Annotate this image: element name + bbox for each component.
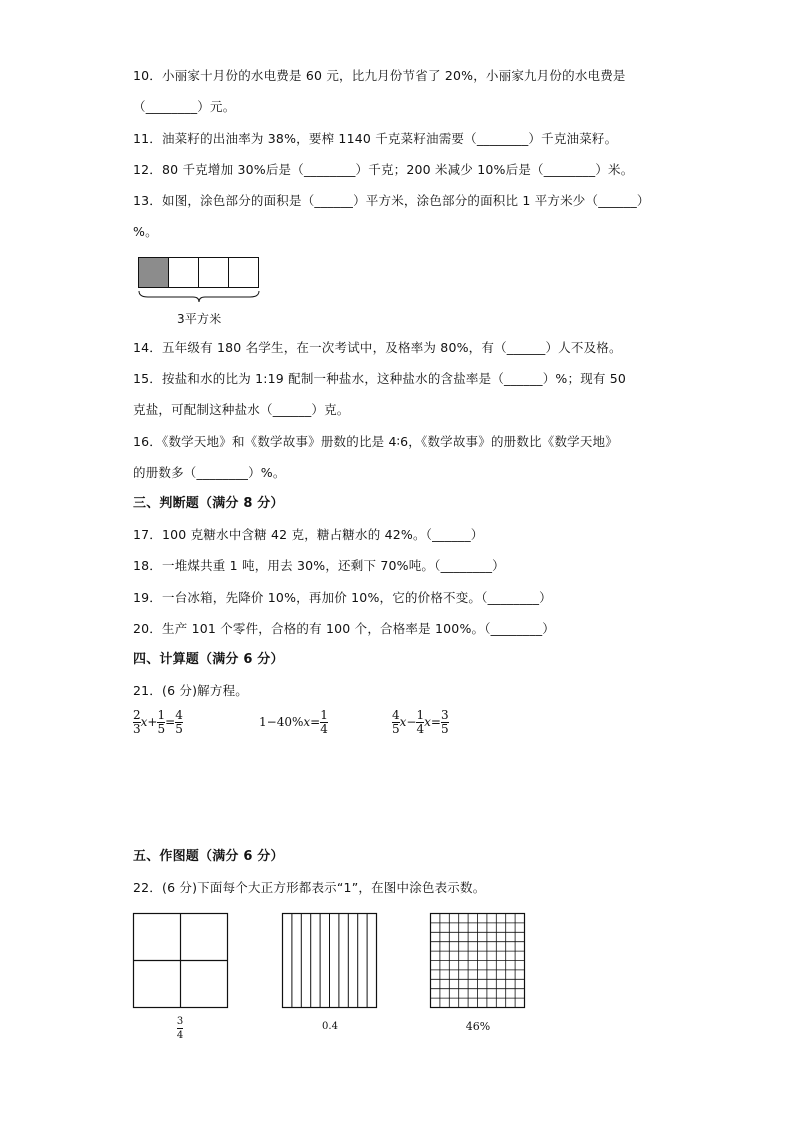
question-12: 12．80 千克增加 30%后是（________）千克；200 米减少 10%后是（________）米。 [133, 162, 634, 177]
frac-num: 3 [176, 1016, 184, 1027]
empty-cell [169, 258, 199, 288]
frac-den: 4 [176, 1030, 184, 1041]
square-quarters [133, 913, 229, 1009]
equals-sign: = [430, 715, 441, 729]
square-strips [282, 913, 378, 1009]
equals-sign: = [310, 715, 321, 729]
variable-x: x [399, 715, 407, 729]
frac-den: 5 [440, 722, 449, 736]
question-20: 20．生产 101 个零件，合格的有 100 个，合格率是 100%。（________） [133, 621, 555, 636]
frac-num: 1 [320, 708, 328, 722]
caption-percent: 46% [465, 1020, 491, 1033]
section-3-title: 三、判断题（满分 8 分） [133, 496, 284, 511]
question-16-line2: 的册数多（________）%。 [133, 465, 286, 480]
shaded-cell [139, 258, 169, 288]
frac-den: 3 [133, 722, 141, 736]
question-10-line2: （________）元。 [133, 99, 236, 114]
frac-num: 2 [133, 708, 141, 722]
equation-1 [133, 709, 183, 736]
question-13-line1: 13．如图，涂色部分的面积是（______）平方米，涂色部分的面积比 1 平方米少（______） [133, 193, 650, 208]
question-15-line1: 15．按盐和水的比为 1:19 配制一种盐水，这种盐水的含盐率是（______）%；现有 50 [133, 371, 627, 386]
question-10-line1: 10．小丽家十月份的水电费是 60 元，比九月份节省了 20%，小丽家九月份的水电费是 [133, 68, 626, 83]
variable-x: x [303, 715, 311, 729]
caption-fraction [172, 1015, 188, 1042]
question-21: 21．(6 分)解方程。 [133, 683, 248, 698]
question-22: 22．(6 分)下面每个大正方形都表示“1”，在图中涂色表示数。 [133, 880, 486, 895]
frac-num: 4 [175, 708, 183, 722]
empty-cell [229, 258, 259, 288]
frac-den: 5 [175, 722, 183, 736]
equation-3 [392, 709, 449, 736]
plus-sign: + [147, 715, 158, 729]
question-13-line2: %。 [133, 224, 158, 239]
equation-lhs: 1−40% [259, 715, 304, 729]
empty-cell [199, 258, 229, 288]
brace [139, 291, 259, 302]
variable-x: x [140, 715, 148, 729]
frac-num: 1 [157, 708, 166, 722]
minus-sign: − [406, 715, 417, 729]
question-18: 18．一堆煤共重 1 吨，用去 30%，还剩下 70%吨。（________） [133, 558, 505, 573]
square-grid [430, 913, 526, 1009]
equals-sign: = [165, 715, 176, 729]
question-19: 19．一台冰箱，先降价 10%，再加价 10%，它的价格不变。（________） [133, 590, 552, 605]
equation-2 [259, 709, 328, 736]
frac-den: 4 [320, 722, 328, 736]
variable-x: x [424, 715, 431, 729]
question-15-line2: 克盐，可配制这种盐水（______）克。 [133, 402, 350, 417]
question-17: 17．100 克糖水中含糖 42 克，糖占糖水的 42%。（______） [133, 527, 484, 542]
question-11: 11．油菜籽的出油率为 38%，要榨 1140 千克菜籽油需要（________）千克油菜籽。 [133, 131, 618, 146]
section-5-title: 五、作图题（满分 6 分） [133, 849, 284, 864]
caption-decimal: 0.4 [322, 1021, 338, 1032]
frac-den: 4 [416, 722, 425, 736]
frac-num: 4 [392, 708, 400, 722]
frac-den: 5 [157, 722, 166, 736]
section-4-title: 四、计算题（满分 6 分） [133, 652, 284, 667]
frac-num: 3 [440, 708, 449, 722]
frac-num: 1 [416, 708, 425, 722]
question-14: 14．五年级有 180 名学生，在一次考试中，及格率为 80%，有（______）人不及格。 [133, 340, 622, 355]
area-bar-figure [138, 257, 268, 302]
question-16-line1: 16．《数学天地》和《数学故事》册数的比是 4∶6，《数学故事》的册数比《数学天地》 [133, 434, 618, 449]
frac-den: 5 [392, 722, 400, 736]
figure-label: 3平方米 [177, 312, 222, 326]
